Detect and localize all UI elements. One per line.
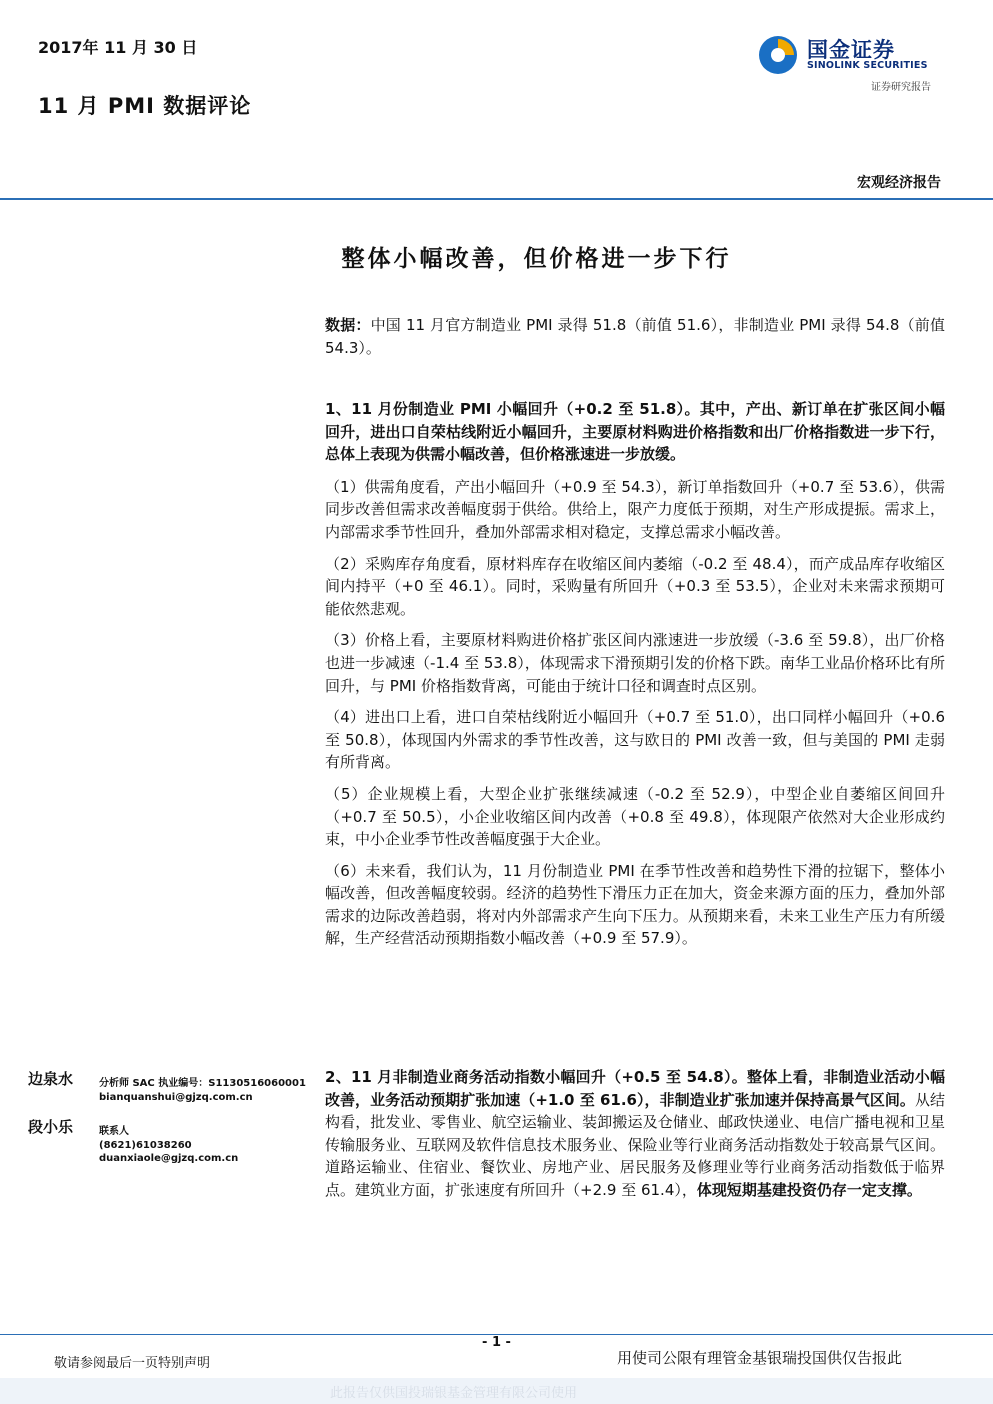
logo-chinese-name: 国金证券 bbox=[807, 38, 895, 62]
header-divider bbox=[0, 198, 993, 200]
footer-notice: 用使司公限有理管金基银瑞投国供仅告报此 bbox=[617, 1349, 903, 1367]
headline: 整体小幅改善，但价格进一步下行 bbox=[341, 246, 732, 272]
section-body: 从结构看，批发业、零售业、航空运输业、装卸搬运及仓储业、邮政快递业、电信广播电视和卫星传输服务业、互联网及软件信息技术服务业、保险业等行业商务活动指数处于较高景气区间。道路运输业、住宿业、餐饮业、房地产业、居民服务及修理业等行业商务活动指数低于临界点。建筑业方面，扩张速度有所回升（+2.9 至 61.4）， bbox=[325, 1090, 945, 1199]
section-conclusion: 体现短期基建投资仍存一定支撑。 bbox=[696, 1180, 922, 1199]
report-date: 2017年 11 月 30 日 bbox=[38, 38, 198, 57]
section-non-manufacturing bbox=[325, 1066, 945, 1202]
analyst-license: 分析师 SAC 执业编号：S1130516060001 bbox=[99, 1078, 306, 1089]
contact-name: 段小乐 bbox=[28, 1118, 74, 1136]
logo-subtitle: 证券研究报告 bbox=[871, 82, 931, 93]
contact-role: 联系人 bbox=[99, 1126, 129, 1137]
watermark-text: 此报告仅供国投瑞银基金管理有限公司使用 bbox=[330, 1386, 578, 1401]
paragraph-prices: （3）价格上看，主要原材料购进价格扩张区间内涨速进一步放缓（-3.6 至 59.8），出厂价格也进一步减速（-1.4 至 53.8），体现需求下滑预期引发的价格下跌。南华工业品价格环比有所回升，与 PMI 价格指数背离，可能由于统计口径和调查时点区别。 bbox=[325, 631, 945, 695]
paragraph-outlook: （6）未来看，我们认为，11 月份制造业 PMI 在季节性改善和趋势性下滑的拉锯下，整体小幅改善，但改善幅度较弱。经济的趋势性下滑压力正在加大，资金来源方面的压力，叠加外部需求的边际改善趋弱，将对内外部需求产生向下压力。从预期来看，未来工业生产压力有所缓解，生产经营活动预期指数小幅改善（+0.9 至 57.9）。 bbox=[325, 861, 945, 948]
page-number: - 1 - bbox=[482, 1335, 511, 1350]
contact-card bbox=[28, 1118, 328, 1181]
section-heading: 2、11 月非制造业商务活动指数小幅回升（+0.5 至 54.8）。整体上看，非制造业活动小幅改善，业务活动预期扩张加速（+1.0 至 61.6），非制造业扩张加速并保持高景气区间。 bbox=[325, 1068, 945, 1109]
paragraph-firm-size: （5）企业规模上看，大型企业扩张继续减速（-0.2 至 52.9），中型企业自萎缩区间回升（+0.7 至 50.5），小企业收缩区间内改善（+0.8 至 49.8），体现限产依然对大企业形成约束，中小企业季节性改善幅度强于大企业。 bbox=[325, 784, 945, 849]
company-logo bbox=[757, 32, 947, 94]
analyst-card bbox=[28, 1070, 328, 1113]
disclaimer-note: 敬请参阅最后一页特别声明 bbox=[54, 1356, 211, 1371]
paragraph-inventory: （2）采购库存角度看，原材料库存在收缩区间内萎缩（-0.2 至 48.4），而产成品库存收缩区间内持平（+0 至 46.1）。同时，采购量有所回升（+0.3 至 53.5），企业对未来需求预期可能依然悲观。 bbox=[325, 554, 945, 618]
report-category: 宏观经济报告 bbox=[857, 175, 941, 191]
analyst-email[interactable]: bianquanshui@gjzq.com.cn bbox=[99, 1091, 253, 1103]
watermark-bar bbox=[0, 1378, 993, 1404]
data-text: 中国 11 月官方制造业 PMI 录得 51.8（前值 51.6），非制造业 PMI 录得 54.8（前值 54.3）。 bbox=[325, 316, 945, 357]
contact-phone: (8621)61038260 bbox=[99, 1139, 192, 1151]
report-name: 11 月 PMI 数据评论 bbox=[38, 94, 252, 118]
logo-english-name: SINOLINK SECURITIES bbox=[807, 60, 928, 71]
data-summary bbox=[325, 314, 945, 359]
logo-mark-icon bbox=[757, 34, 799, 76]
section-manufacturing bbox=[325, 398, 945, 959]
data-label: 数据： bbox=[325, 316, 371, 334]
paragraph-supply-demand: （1）供需角度看，产出小幅回升（+0.9 至 54.3），新订单指数回升（+0.7 至 53.6），供需同步改善但需求改善幅度弱于供给。供给上，限产力度低于预期，对生产形成提振。需求上，内部需求季节性回升，叠加外部需求相对稳定，支撑总需求小幅改善。 bbox=[325, 477, 945, 541]
analyst-name: 边泉水 bbox=[28, 1070, 74, 1088]
contact-email[interactable]: duanxiaole@gjzq.com.cn bbox=[99, 1153, 239, 1164]
section-heading: 1、11 月份制造业 PMI 小幅回升（+0.2 至 51.8）。其中，产出、新订单在扩张区间小幅回升，进出口自荣枯线附近小幅回升，主要原材料购进价格指数和出厂价格指数进一步下行，总体上表现为供需小幅改善，但价格涨速进一步放缓。 bbox=[325, 400, 945, 464]
paragraph-trade: （4）进出口上看，进口自荣枯线附近小幅回升（+0.7 至 51.0），出口同样小幅回升（+0.6 至 50.8），体现国内外需求的季节性改善，这与欧日的 PMI 改善一致，但与美国的 PMI 走弱有所背离。 bbox=[325, 708, 945, 772]
